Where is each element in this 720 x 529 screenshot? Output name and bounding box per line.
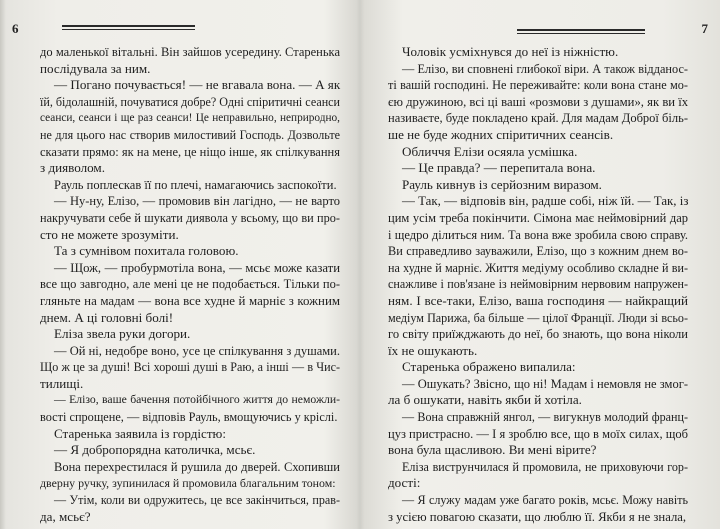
text-line: послідувала за ним.: [40, 60, 151, 76]
text-line: накручувати себе й шукати диявола у всьому, що ви про-: [40, 210, 340, 225]
text-line: да, мсьє?: [40, 508, 91, 524]
header-rule-thin: [62, 29, 195, 30]
header-rule: [62, 25, 195, 27]
text-line: — Ну-ну, Елізо, — промовив він лагідно, — не варто: [54, 194, 340, 209]
text-line: Рауль кивнув із серйозним виразом.: [402, 176, 602, 192]
text-line: — Елізо, ваше бачення потойбічного життя до неможли-: [54, 393, 340, 407]
page-edge-shadow: [0, 0, 6, 529]
text-line: сказати прямо: як на мене, це ніщо інше, як спілкування: [40, 144, 340, 159]
text-line: Та з сумнівом похитала головою.: [54, 243, 239, 259]
text-line: сеанси, сеанси і ще раз сеанси! Це неправильно, неприродно,: [40, 112, 340, 125]
text-line: — Я служу мадам уже багато років, мсьє. Можу навіть: [402, 493, 688, 508]
text-line: Вона перехрестилася й рушила до дверей. Схопивши: [54, 459, 340, 474]
header-rule: [517, 29, 645, 31]
text-line: їх не ошукають.: [388, 342, 478, 358]
text-line: ням. І все-таки, Елізо, ваша господиня — найкращий: [388, 292, 688, 308]
page-text: [388, 44, 688, 525]
text-line: — Утім, коли ви одружитесь, це все закінчиться, прав-: [54, 493, 340, 508]
text-line: все що завгодно, але мені це не подобається. Тільки по-: [40, 277, 340, 292]
text-line: не для цього нас створив милостивий Господь. Дозвольте: [40, 127, 340, 142]
text-line: дості:: [388, 475, 421, 491]
text-line: — Це правда? — перепитала вона.: [402, 160, 596, 176]
page-text: [40, 44, 340, 525]
text-line: — Так, — відповів він, радше собі, ніж їй. — Так, із: [402, 194, 689, 209]
text-line: їй, бідолашній, почуватися добре? Одні спіритичні сеанси: [40, 94, 341, 109]
text-line: вона була щасливою. Ви мені вірите?: [388, 442, 597, 458]
text-line: — Ой ні, недобре воно, усе це спілкування з душами.: [54, 343, 340, 358]
left-page: [0, 0, 358, 529]
text-line: — Погано почувається! — не вгавала вона. — А як: [54, 77, 341, 93]
text-line: на худне й марніє. Життя медіуму особливо складне й ви-: [388, 260, 688, 275]
text-line: єю дружиною, всі ці ваші «розмови з душами», як ви їх: [388, 94, 689, 109]
text-line: — Я добропорядна католичка, мсьє.: [54, 442, 256, 458]
text-line: дверну ручку, зупинилася й промовила благальним тоном:: [40, 476, 336, 491]
text-line: — Вона справжній янгол, — вигукнув молодий франц-: [402, 410, 688, 425]
page-number: 6: [12, 21, 19, 36]
text-line: ше не буде жодних спіритичних сеансів.: [388, 126, 614, 142]
text-line: медіум Парижа, ба більше — цілої Франції. Люди зі всьо-: [388, 310, 688, 325]
text-line: з усією повагою сказати, що люблю її. Якби я не знала,: [388, 509, 687, 524]
text-line: — Елізо, ви сповнені глибокої віри. А також відданос-: [402, 61, 688, 76]
text-line: ла б ошукати, навіть якби й хотіла.: [388, 392, 582, 408]
text-line: — Ошукать? Звісно, що ні! Мадам і немовля не змог-: [402, 376, 688, 391]
text-line: до маленької вітальні. Він зайшов усередину. Старенька: [40, 45, 340, 59]
text-line: ті вашій господині. Не переживайте: коли вона стане мо-: [388, 78, 688, 93]
text-line: Чоловік усміхнувся до неї із ніжністю.: [402, 44, 619, 59]
page-number: 7: [701, 21, 708, 36]
right-page: [362, 0, 720, 529]
header-rule-thin: [517, 33, 645, 34]
text-line: Старенька ображено випалила:: [402, 359, 576, 375]
text-line: Еліза виструнчилася й промовила, не приховуючи гор-: [402, 459, 688, 474]
text-line: з дияволом.: [40, 160, 105, 176]
text-line: гляньте на мадам — вона все худне й марніє з кожним: [40, 293, 340, 308]
text-line: го світу приїжджають до неї, бо знають, що вона ніколи: [388, 327, 688, 342]
text-line: днем. А ці головні болі!: [40, 309, 174, 325]
text-line: цуз пристрасно. — І я зроблю все, що в моїх силах, щоб: [388, 426, 688, 441]
text-line: Обличчя Елізи осяяла усмішка.: [402, 143, 578, 159]
text-line: сто не можете зрозуміти.: [40, 226, 179, 242]
text-line: Ви справедливо зауважили, Елізо, що з кожним днем во-: [388, 244, 688, 259]
text-line: і щедро ділиться ним. Та вона вже зробила свою справу.: [388, 227, 688, 242]
text-line: снажливе і пов'язане із неймовірним нервовим напружен-: [388, 277, 688, 292]
text-line: тилищі.: [40, 375, 84, 391]
text-line: Еліза звела руки догори.: [54, 326, 191, 342]
text-line: Рауль поплескав її по плечі, намагаючись заспокоїти.: [54, 177, 337, 192]
text-line: називаєте, буде покладено край. Для мадам Доброї біль-: [388, 111, 688, 126]
text-line: Що ж це за душі! Всі хороші душі в Раю, а інші — в Чис-: [40, 360, 340, 375]
text-line: цим усім треба покінчити. Сімона має неймовірний дар: [388, 210, 688, 225]
text-line: вості спрощене, — відповів Рауль, вмощуючись у кріслі.: [40, 410, 338, 425]
text-line: Старенька заявила із гордістю:: [54, 425, 226, 441]
text-line: — Щож, — пробурмотіла вона, — мсьє може казати: [54, 260, 340, 275]
